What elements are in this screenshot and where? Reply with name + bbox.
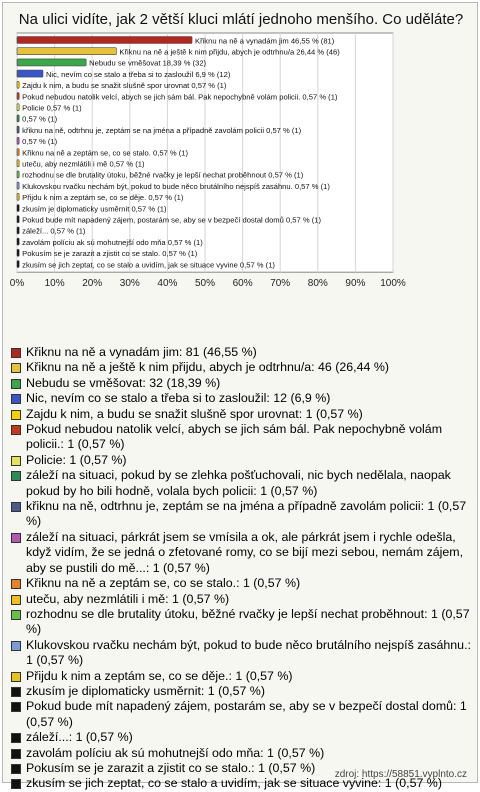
bar-label: zkusím se jich zeptat, co se stalo a uvidím, jak se situace vyvine 0,57 % (1)	[22, 260, 275, 270]
legend-swatch	[11, 348, 21, 358]
legend-item	[11, 422, 473, 453]
bar	[17, 149, 19, 156]
bar	[17, 182, 19, 189]
legend-item	[11, 699, 473, 730]
bar	[17, 137, 19, 144]
legend-label: Pokud bude mít napadený zájem, postarám se, aby se v bezpečí dostal domů: 1 (0,57 %)	[26, 699, 467, 729]
legend-label: Pokusím se je zarazit a zjistit co se stalo.: 1 (0,57 %)	[26, 760, 316, 775]
chart-title: Na ulici vidíte, jak 2 větší kluci mlátí jednoho menšího. Co uděláte?	[18, 11, 464, 28]
bar-label: Pokud nebudou natolik velcí, abych se jich sám bál. Pak nepochybně volám policii. 0,57 % (1)	[22, 92, 338, 102]
x-tick-label: 20%	[82, 278, 103, 290]
bar	[17, 261, 19, 268]
legend-item	[11, 530, 473, 576]
legend-item	[11, 730, 473, 745]
legend-label: zkusím je diplomaticky usměrnit: 1 (0,57 %)	[26, 683, 265, 698]
legend-item	[11, 391, 473, 406]
bar-label: zavolám políciu ak sú mohutnejší odo mňa 0,57 % (1)	[22, 237, 203, 247]
x-tick-label: 70%	[270, 278, 291, 290]
bar	[17, 193, 19, 200]
bar	[17, 227, 19, 234]
bar	[17, 93, 19, 100]
legend-swatch	[11, 471, 21, 481]
chart-panel	[2, 2, 478, 791]
x-tick-label: 80%	[307, 278, 328, 290]
legend-label: Pokud nebudou natolik velcí, abych se jich sám bál. Pak nepochybně volám policii.: 1 (0,57 %)	[26, 422, 443, 452]
bar	[17, 70, 43, 77]
legend-label: Zajdu k nim, a budu se snažit slušně spor urovnat: 1 (0,57 %)	[26, 406, 363, 421]
bar-label: Nebudu se vměšovat 18,39 % (32)	[89, 58, 207, 68]
bar	[17, 160, 19, 167]
bar-label: Pokusím se je zarazit a zjistit co se stalo. 0,57 % (1)	[22, 249, 198, 259]
legend-label: Nebudu se vměšovat: 32 (18,39 %)	[26, 375, 221, 390]
chart-legend	[11, 345, 473, 792]
bar	[17, 238, 19, 245]
bar	[17, 249, 19, 256]
bar-label: Zajdu k nim, a budu se snažit slušně spor urovnat 0,57 % (1)	[22, 81, 227, 91]
legend-item	[11, 468, 473, 499]
legend-label: záleží...: 1 (0,57 %)	[26, 730, 133, 745]
legend-swatch	[11, 425, 21, 435]
legend-item	[11, 669, 473, 684]
x-tick-label: 50%	[194, 278, 216, 290]
legend-label: zkusím se jich zeptat, co se stalo a uvidím, jak se situace vyvine: 1 (0,57 %)	[26, 776, 442, 791]
bar-label: 0,57 % (1)	[22, 114, 58, 124]
legend-swatch	[11, 641, 21, 651]
bar-label: 0,57 % (1)	[22, 137, 58, 147]
bar	[17, 126, 19, 133]
legend-item	[11, 453, 473, 468]
x-tick-label: 60%	[232, 278, 253, 290]
legend-item	[11, 746, 473, 761]
bar-label: Nic, nevím co se stalo a třeba si to zasloužil 6,9 % (12)	[45, 69, 231, 79]
legend-swatch	[11, 379, 21, 389]
legend-swatch	[11, 456, 21, 466]
bar-label: Pokud bude mít napadený zájem, postarám se, aby se v bezpečí dostal domů 0,57 % (1)	[22, 215, 322, 225]
bar-label: Policie 0,57 % (1)	[22, 103, 82, 113]
legend-item	[11, 607, 473, 638]
legend-item	[11, 499, 473, 530]
legend-label: zavolám políciu ak sú mohutnejší odo mňa: 1 (0,57 %)	[26, 745, 325, 760]
bar	[17, 37, 192, 44]
legend-swatch	[11, 533, 21, 543]
bar	[17, 104, 19, 111]
legend-swatch	[11, 502, 21, 512]
bar	[17, 48, 116, 55]
x-tick-label: 10%	[44, 278, 65, 290]
legend-label: Křiknu na ně a zeptám se, co se stalo.: 1 (0,57 %)	[26, 576, 301, 591]
legend-swatch	[11, 702, 21, 712]
legend-swatch	[11, 363, 21, 373]
bar-label: zkusím je diplomaticky usměrnit 0,57 % (1)	[22, 204, 167, 214]
bar-label: Křiknu na ně a vynadám jim 46,55 % (81)	[195, 36, 335, 46]
bar-label: Přijdu k nim a zeptám se, co se děje. 0,57 % (1)	[22, 193, 184, 203]
legend-swatch	[11, 579, 21, 589]
legend-item	[11, 638, 473, 669]
legend-label: záleží na situaci, párkrát jsem se vmísila a ok, ale párkrát jsem i rychle odešla, když vidím, že se jedná o zfetované romy, co se bijí mezi sebou, nemám zájem, aby se pustili do mě...: 1 (0,57 %)	[26, 529, 464, 575]
legend-swatch	[11, 610, 21, 620]
legend-item	[11, 345, 473, 360]
x-tick-label: 0%	[9, 278, 25, 290]
legend-item	[11, 684, 473, 699]
x-tick-label: 100%	[380, 278, 406, 290]
legend-swatch	[11, 687, 21, 697]
bar	[17, 171, 19, 178]
legend-label: Policie: 1 (0,57 %)	[26, 452, 127, 467]
bar	[17, 115, 19, 122]
legend-swatch	[11, 410, 21, 420]
bar	[17, 81, 19, 88]
legend-item	[11, 592, 473, 607]
legend-label: Klukovskou rvačku nechám být, pokud to bude něco brutálního nejspíš zasáhnu.: 1 (0,57 %)	[26, 637, 471, 668]
legend-label: záleží na situaci, pokud by se zlehka pošťuchovali, nic bych nedělala, naopak pokud by ho bili hodně, volala bych policii: 1 (0,57 %)	[26, 468, 451, 498]
legend-swatch	[11, 672, 21, 682]
legend-swatch	[11, 394, 21, 404]
bar-label: Klukovskou rvačku nechám být, pokud to bude něco brutálního nejspíš zasáhnu. 0,57 % (1)	[22, 181, 330, 191]
legend-label: uteču, aby nezmlátili i mě: 1 (0,57 %)	[26, 591, 230, 606]
legend-item	[11, 376, 473, 391]
bar	[17, 59, 86, 66]
legend-label: rozhodnu se dle brutality útoku, běžné rvačky je lepší nechat proběhnout: 1 (0,57 %)	[26, 606, 470, 637]
legend-swatch	[11, 595, 21, 605]
legend-swatch	[11, 779, 21, 789]
x-tick-label: 40%	[157, 278, 178, 290]
bar-label: Křiknu na ně a zeptám se, co se stalo. 0,57 % (1)	[22, 148, 189, 158]
bar-label: záleží... 0,57 % (1)	[22, 226, 86, 236]
bar	[17, 216, 19, 223]
legend-item	[11, 576, 473, 591]
legend-label: Nic, nevím co se stalo a třeba si to zasloužil: 12 (6,9 %)	[26, 391, 331, 406]
bar-label: uteču, aby nezmlátili i mě 0,57 % (1)	[22, 159, 145, 169]
source-link[interactable]: zdroj: https://58851.vyplnto.cz	[334, 769, 467, 780]
legend-label: Přijdu k nim a zeptám se, co se děje.: 1 (0,57 %)	[26, 668, 293, 683]
legend-swatch	[11, 764, 21, 774]
bar-chart	[3, 3, 479, 343]
bar-label: Křiknu na ně a ještě k nim přijdu, abych je odtrhnu/a 26,44 % (46)	[119, 47, 340, 57]
legend-swatch	[11, 749, 21, 759]
legend-label: křiknu na ně, odtrhnu je, zeptám se na jména a případně zavolám policii: 1 (0,57 %)	[26, 499, 467, 529]
bar-label: rozhodnu se dle brutality útoku, běžné rvačky je lepší nechat proběhnout 0,57 % (1)	[22, 170, 304, 180]
legend-label: Křiknu na ně a ještě k nim přijdu, abych je odtrhnu/a: 46 (26,44 %)	[26, 360, 389, 375]
legend-item	[11, 360, 473, 375]
x-tick-label: 90%	[345, 278, 366, 290]
legend-label: Křiknu na ně a vynadám jim: 81 (46,55 %)	[26, 345, 257, 359]
legend-item	[11, 407, 473, 422]
x-tick-label: 30%	[119, 278, 140, 290]
legend-swatch	[11, 733, 21, 743]
bar	[17, 205, 19, 212]
bar-label: křiknu na ně, odtrhnu je, zeptám se na jména a případně zavolám policii 0,57 % (1)	[22, 125, 302, 135]
